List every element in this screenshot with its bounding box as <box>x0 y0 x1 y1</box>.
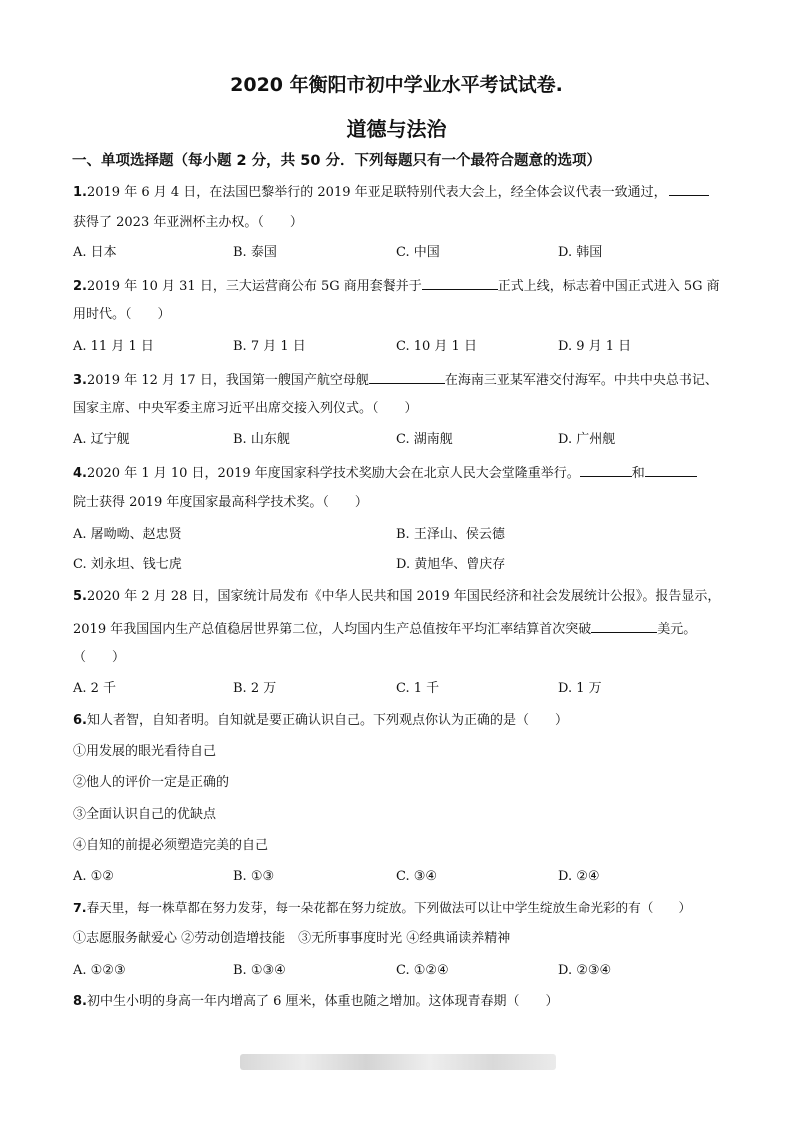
question-text: 2019 年 12 月 17 日，我国第一艘国产航空母舰 <box>86 373 369 388</box>
option-c: C. 中国 <box>396 245 440 260</box>
blurred-footer-watermark <box>240 1054 556 1070</box>
option-d: D. ②④ <box>558 869 600 884</box>
question-number: 8. <box>73 994 87 1009</box>
question-text: 院士获得 2019 年度国家最高科学技术奖。（ ） <box>73 495 368 510</box>
statement-item: ③全面认识自己的优缺点 <box>73 807 217 822</box>
question-4 <box>73 463 697 483</box>
question-number: 3. <box>73 373 87 388</box>
question-text: 正式上线，标志着中国正式进入 5G 商 <box>497 279 720 294</box>
option-a: A. 日本 <box>73 245 117 260</box>
answer-blank <box>645 463 697 477</box>
statement-items: ①志愿服务献爱心 ②劳动创造增技能 ③无所事事度时光 ④经典诵读养精神 <box>73 931 511 946</box>
section-heading: 一、单项选择题（每小题 2 分，共 50 分．下列每题只有一个最符合题意的选项） <box>72 153 601 169</box>
option-d: D. 黄旭华、曾庆存 <box>396 557 506 572</box>
question-text <box>73 619 696 639</box>
question-5 <box>73 588 720 606</box>
option-b: B. 2 万 <box>233 681 277 696</box>
question-number: 7. <box>73 900 87 915</box>
question-3 <box>73 370 718 390</box>
question-7 <box>73 899 691 917</box>
statement-item: ②他人的评价一定是正确的 <box>73 775 230 790</box>
subject-title: 道德与法治 <box>346 117 447 141</box>
option-d: D. 1 万 <box>558 681 602 696</box>
option-d: D. 广州舰 <box>558 432 616 447</box>
option-d: D. ②③④ <box>558 963 612 978</box>
option-a: A. ①② <box>73 869 114 884</box>
question-number: 6. <box>73 713 87 728</box>
question-2 <box>73 276 720 296</box>
option-a: A. 2 千 <box>73 681 117 696</box>
option-a: A. 辽宁舰 <box>73 432 130 447</box>
option-d: D. 韩国 <box>558 245 603 260</box>
question-text: 2019 年 10 月 31 日，三大运营商公布 5G 商用套餐并于 <box>86 279 422 294</box>
option-b: B. 王泽山、侯云德 <box>396 527 505 542</box>
answer-blank <box>422 276 498 290</box>
question-number: 4. <box>73 466 87 481</box>
option-c: C. ③④ <box>396 869 438 884</box>
question-text: 国家主席、中央军委主席习近平出席交接入列仪式。（ ） <box>73 401 418 416</box>
question-text: 春天里，每一株草都在努力发芽，每一朵花都在努力绽放。下列做法可以让中学生绽放生命光彩的有（ ） <box>86 900 692 915</box>
option-b: B. ①③④ <box>233 963 286 978</box>
question-text: 2020 年 1 月 10 日，2019 年度国家科学技术奖励大会在北京人民大会堂隆重举行。 <box>86 466 580 481</box>
question-8 <box>73 993 559 1011</box>
statement-item: ④自知的前提必须塑造完美的自己 <box>73 838 269 853</box>
answer-blank <box>369 370 445 384</box>
question-text-part: 美元。 <box>657 622 697 637</box>
option-c: C. 刘永坦、钱七虎 <box>73 557 182 572</box>
question-text: 和 <box>631 466 645 481</box>
answer-blank <box>580 463 632 477</box>
option-c: C. 1 千 <box>396 681 440 696</box>
option-b: B. 泰国 <box>233 245 277 260</box>
option-c: C. 湖南舰 <box>396 432 453 447</box>
question-text: 2019 年 6 月 4 日，在法国巴黎举行的 2019 年亚足联特别代表大会上，经全体会议代表一致通过， <box>86 185 667 200</box>
question-text: 知人者智，自知者明。自知就是要正确认识自己。下列观点你认为正确的是（ ） <box>86 713 568 728</box>
option-b: B. 山东舰 <box>233 432 290 447</box>
question-text-part: 2019 年我国国内生产总值稳居世界第二位，人均国内生产总值按年平均汇率结算首次突破 <box>73 622 592 637</box>
option-c: C. ①②④ <box>396 963 449 978</box>
exam-title: 2020 年衡阳市初中学业水平考试试卷. <box>230 74 563 96</box>
question-number: 2. <box>73 279 87 294</box>
option-c: C. 10 月 1 日 <box>396 339 477 354</box>
question-text: 用时代。（ ） <box>73 307 171 322</box>
option-d: D. 9 月 1 日 <box>558 339 632 354</box>
question-6 <box>73 712 568 730</box>
option-a: A. 11 月 1 日 <box>73 339 154 354</box>
question-text: 在海南三亚某军港交付海军。中共中央总书记、 <box>444 373 718 388</box>
option-a: A. 屠呦呦、赵忠贤 <box>73 527 182 542</box>
option-a: A. ①②③ <box>73 963 126 978</box>
question-text: 获得了 2023 年亚洲杯主办权。（ ） <box>73 215 303 230</box>
statement-item: ①用发展的眼光看待自己 <box>73 744 217 759</box>
option-b: B. 7 月 1 日 <box>233 339 306 354</box>
question-number: 5. <box>73 589 87 604</box>
question-text: 2020 年 2 月 28 日，国家统计局发布《中华人民共和国 2019 年国民经济和社会发展统计公报》。报告显示， <box>86 589 721 604</box>
answer-blank <box>591 619 657 633</box>
option-b: B. ①③ <box>233 869 275 884</box>
question-number: 1. <box>73 185 87 200</box>
question-text: 初中生小明的身高一年内增高了 6 厘米，体重也随之增加。这体现青春期（ ） <box>86 994 559 1009</box>
question-1 <box>73 182 709 202</box>
answer-blank <box>669 182 709 196</box>
question-text: （ ） <box>73 650 126 665</box>
